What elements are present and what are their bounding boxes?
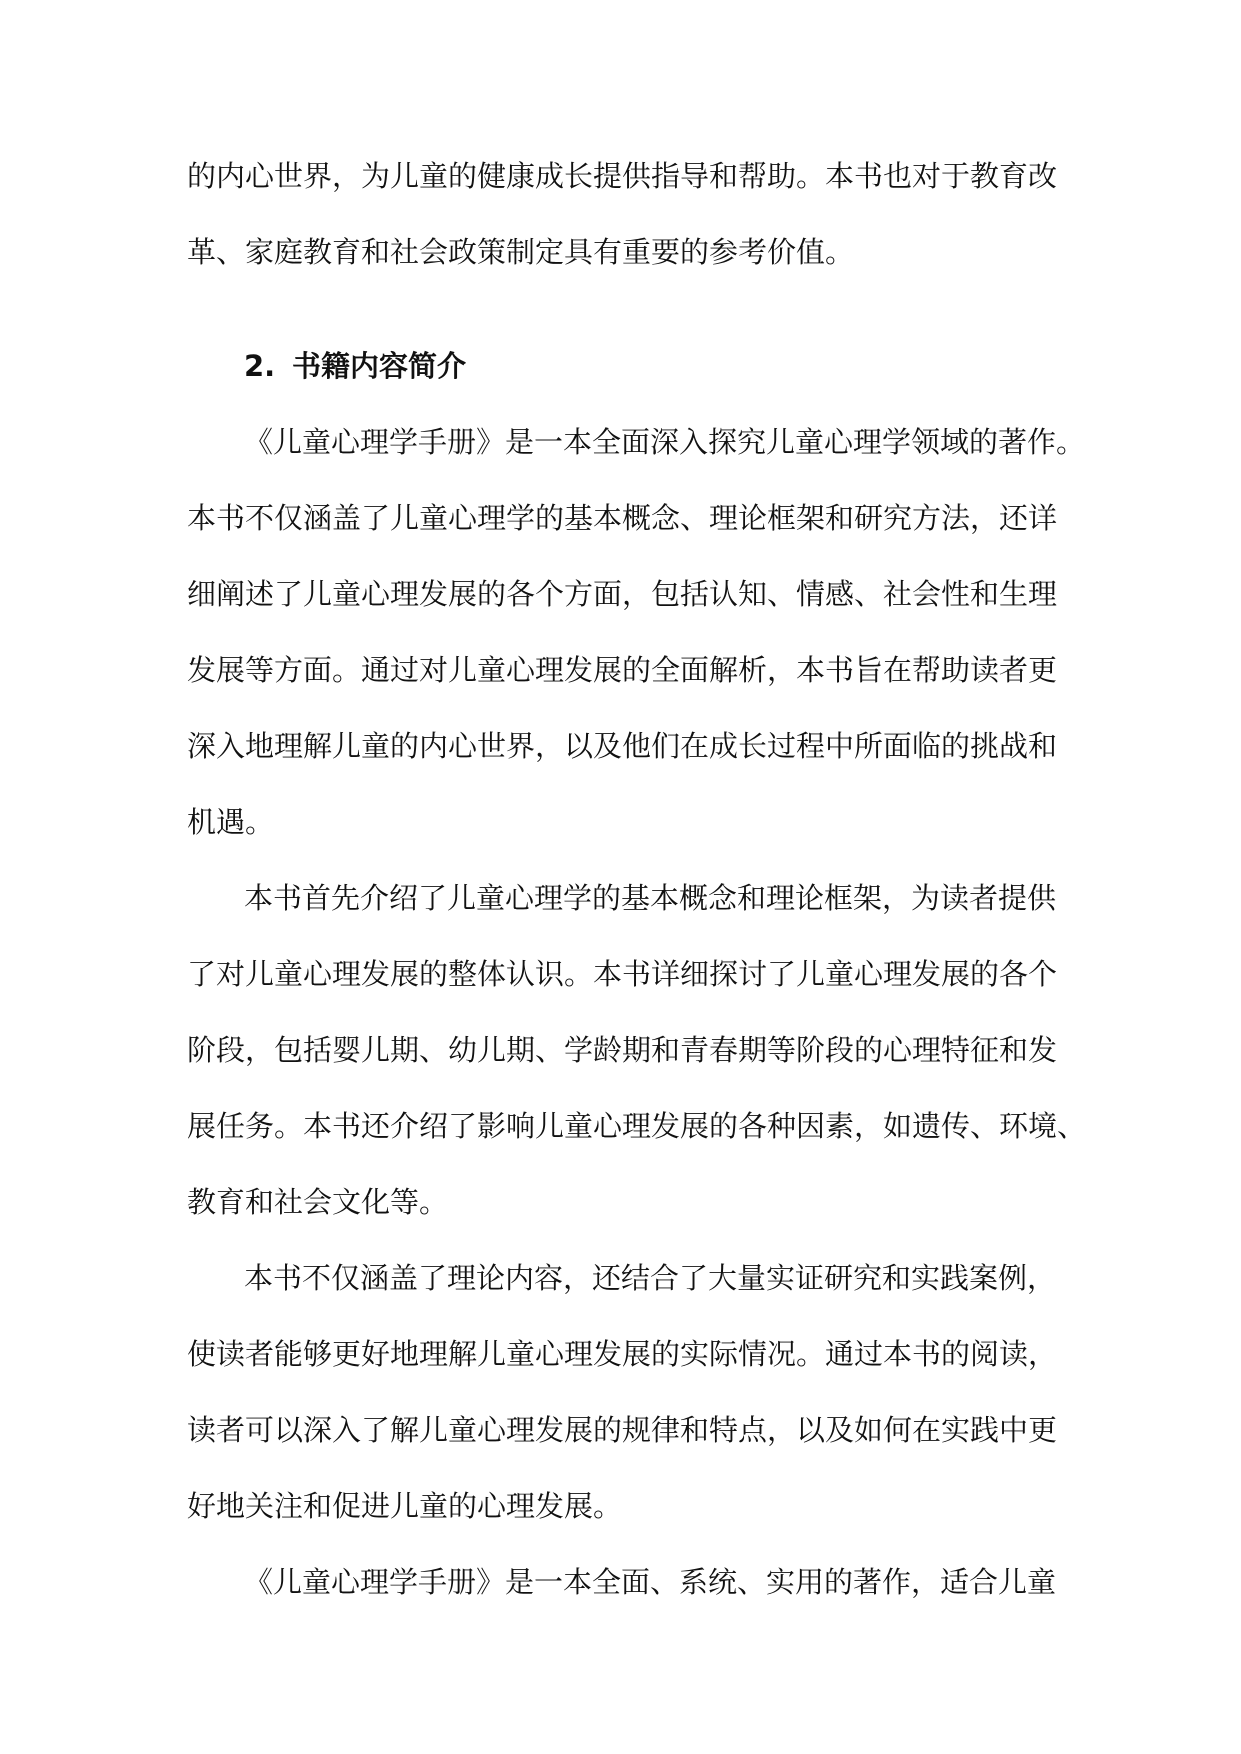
paragraph-structure (187, 860, 1087, 1240)
text-line: 展任务。本书还介绍了影响儿童心理发展的各种因素，如遗传、环境、 (187, 1109, 1087, 1143)
text-line: 本书不仅涵盖了儿童心理学的基本概念、理论框架和研究方法，还详 (187, 501, 1058, 535)
text-line: 《儿童心理学手册》是一本全面、系统、实用的著作，适合儿童 (244, 1565, 1057, 1599)
text-line: 《儿童心理学手册》是一本全面深入探究儿童心理学领域的著作。 (244, 425, 1086, 459)
section-heading (187, 328, 1055, 404)
text-line: 的内心世界，为儿童的健康成长提供指导和帮助。本书也对于教育改 (187, 159, 1058, 193)
text-line: 读者可以深入了解儿童心理发展的规律和特点，以及如何在实践中更 (187, 1413, 1058, 1447)
text-line: 细阐述了儿童心理发展的各个方面，包括认知、情感、社会性和生理 (187, 577, 1058, 611)
text-line: 深入地理解儿童的内心世界，以及他们在成长过程中所面临的挑战和 (187, 729, 1058, 763)
section-title: 书籍内容简介 (292, 349, 467, 383)
text-line: 发展等方面。通过对儿童心理发展的全面解析，本书旨在帮助读者更 (187, 653, 1058, 687)
text-line: 了对儿童心理发展的整体认识。本书详细探讨了儿童心理发展的各个 (187, 957, 1058, 991)
text-line: 革、家庭教育和社会政策制定具有重要的参考价值。 (187, 235, 855, 269)
text-line: 本书不仅涵盖了理论内容，还结合了大量实证研究和实践案例， (244, 1261, 1057, 1295)
paragraph-intro (187, 404, 1086, 860)
text-line: 机遇。 (187, 805, 275, 839)
text-line: 使读者能够更好地理解儿童心理发展的实际情况。通过本书的阅读， (187, 1337, 1058, 1371)
document-body (187, 138, 1087, 1620)
text-line: 教育和社会文化等。 (187, 1185, 449, 1219)
paragraph-summary (187, 1544, 1055, 1620)
section-number: 2. (244, 349, 276, 383)
paragraph-continuation (187, 138, 1058, 290)
paragraph-practice (187, 1240, 1058, 1544)
text-line: 本书首先介绍了儿童心理学的基本概念和理论框架，为读者提供 (244, 881, 1057, 915)
text-line: 阶段，包括婴儿期、幼儿期、学龄期和青春期等阶段的心理特征和发 (187, 1033, 1058, 1067)
text-line: 好地关注和促进儿童的心理发展。 (187, 1489, 623, 1523)
spacer (187, 290, 1055, 328)
